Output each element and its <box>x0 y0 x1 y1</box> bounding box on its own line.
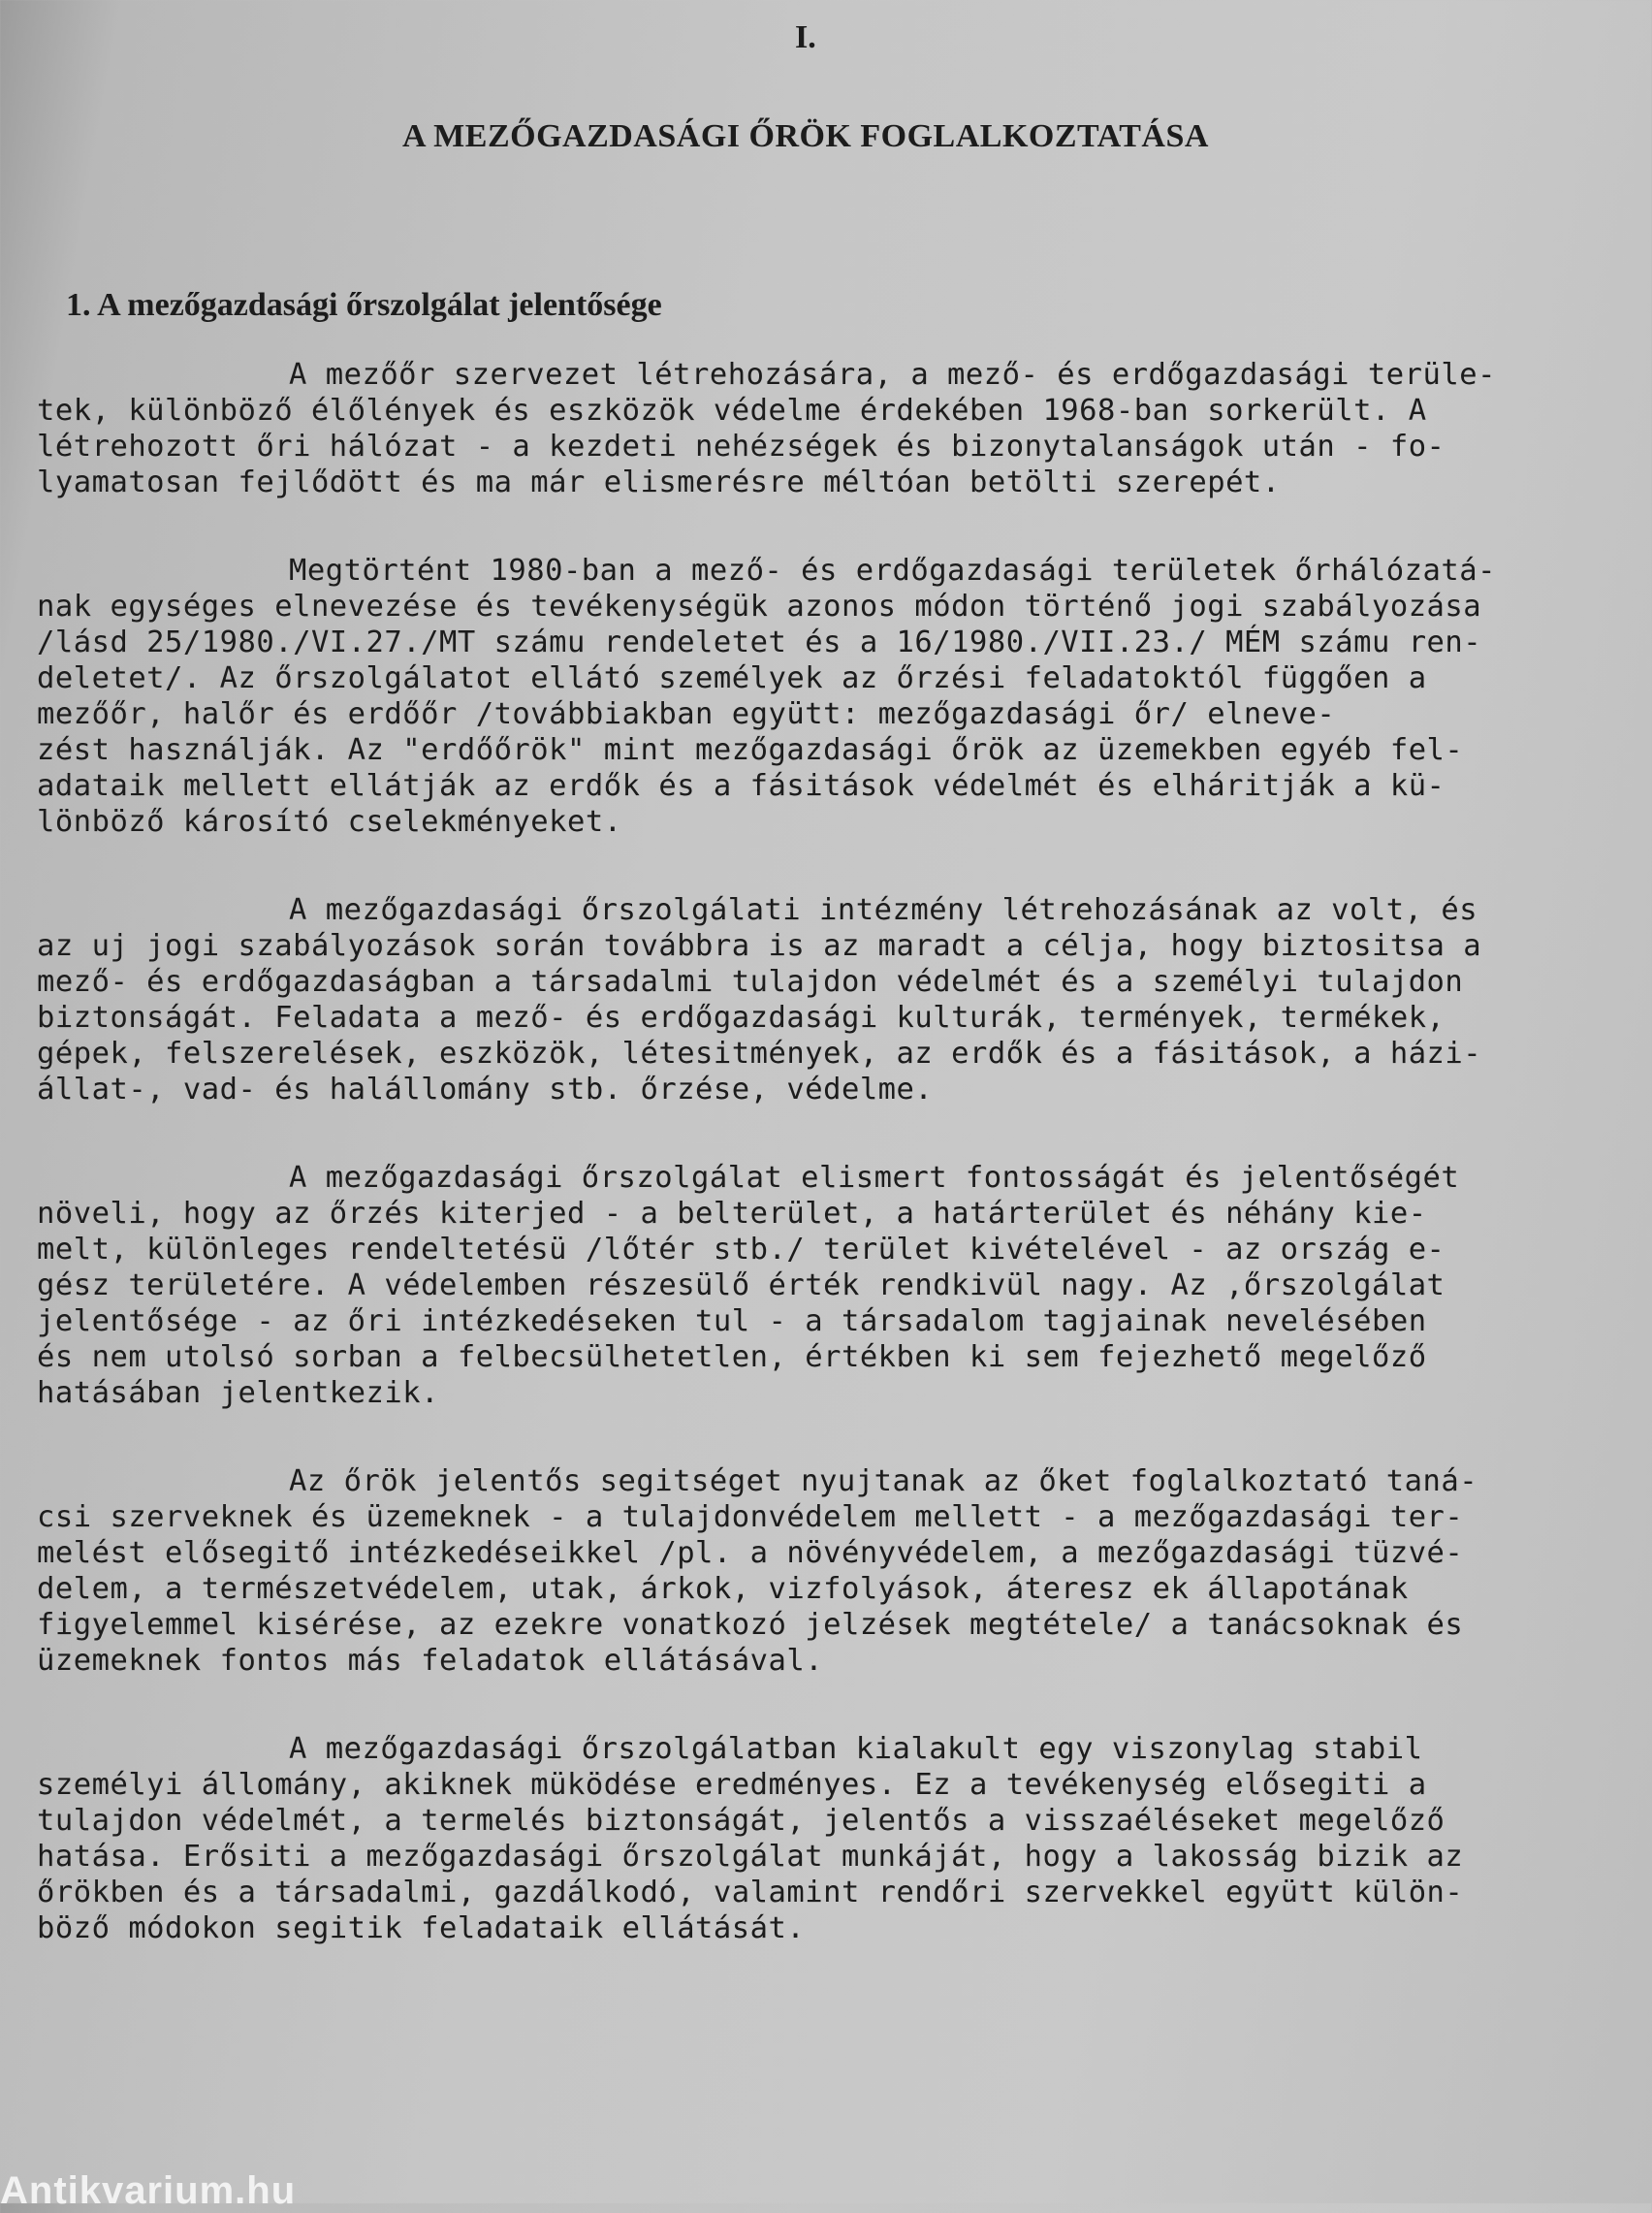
document-body <box>37 357 1617 1999</box>
text-line: mezőőr, halőr és erdőőr /továbbiakban együtt: mezőgazdasági őr/ elneve- <box>37 697 1336 731</box>
section-title: 1. A mezőgazdasági őrszolgálat jelentősége <box>66 287 662 323</box>
text-line: /lásd 25/1980./VI.27./MT számu rendeletet és a 16/1980./VII.23./ MÉM számu ren- <box>37 625 1482 659</box>
text-line: böző módokon segitik feladataik ellátását. <box>37 1911 806 1945</box>
text-line: A mezőgazdasági őrszolgálat elismert fontosságát és jelentőségét <box>289 1161 1460 1195</box>
text-line: és nem utolsó sorban a felbecsülhetetlen, értékben ki sem fejezhető megelőző <box>37 1340 1427 1374</box>
text-line: őrökben és a társadalmi, gazdálkodó, valamint rendőri szervekkel együtt külön- <box>37 1876 1464 1909</box>
text-line: az uj jogi szabályozások során továbbra is az maradt a célja, hogy biztositsa a <box>37 929 1482 963</box>
chapter-number: I. <box>795 19 816 55</box>
text-line: üzemeknek fontos más feladatok ellátásával. <box>37 1644 824 1678</box>
text-line: deletet/. Az őrszolgálatot ellátó személyek az őrzési feladatoktól függően a <box>37 661 1427 695</box>
text-line: létrehozott őri hálózat - a kezdeti nehézségek és bizonytalanságok után - fo- <box>37 430 1446 464</box>
text-line: zést használják. Az "erdőőrök" mint mezőgazdasági őrök az üzemekben egyéb fel- <box>37 733 1464 767</box>
text-line: tek, különböző élőlények és eszközök védelme érdekében 1968-ban sorkerült. A <box>37 394 1427 428</box>
paragraph-1 <box>37 357 1617 500</box>
text-line: gépek, felszerelések, eszközök, létesitmények, az erdők és a fásitások, a házi- <box>37 1037 1482 1071</box>
paragraph-2 <box>37 553 1617 840</box>
text-line: hatásában jelentkezik. <box>37 1376 439 1410</box>
text-line: lyamatosan fejlődött és ma már elismerésre méltóan betölti szerepét. <box>37 465 1281 499</box>
text-line: személyi állomány, akiknek müködése eredményes. Ez a tevékenység elősegiti a <box>37 1768 1427 1802</box>
text-line: A mezőgazdasági őrszolgálatban kialakult egy viszonylag stabil <box>289 1732 1423 1766</box>
text-line: jelentősége - az őri intézkedéseken tul - a társadalom tagjainak nevelésében <box>37 1304 1427 1338</box>
text-line: hatása. Erősiti a mezőgazdasági őrszolgálat munkáját, hogy a lakosság bizik az <box>37 1840 1464 1874</box>
chapter-title: A MEZŐGAZDASÁGI ŐRÖK FOGLALKOZTATÁSA <box>402 118 1209 154</box>
text-line: A mezőgazdasági őrszolgálati intézmény létrehozásának az volt, és <box>289 893 1478 927</box>
text-line: nak egységes elnevezése és tevékenységük azonos módon történő jogi szabályozása <box>37 590 1482 624</box>
text-line: melt, különleges rendeltetésü /lőtér stb./ terület kivételével - az ország e- <box>37 1233 1446 1267</box>
text-line: mező- és erdőgazdaságban a társadalmi tulajdon védelmét és a személyi tulajdon <box>37 965 1464 999</box>
text-line: melést elősegitő intézkedéseikkel /pl. a növényvédelem, a mezőgazdasági tüzvé- <box>37 1536 1464 1570</box>
text-line: növeli, hogy az őrzés kiterjed - a belterület, a határterület és néhány kie- <box>37 1197 1427 1231</box>
text-line: csi szerveknek és üzemeknek - a tulajdonvédelem mellett - a mezőgazdasági ter- <box>37 1500 1464 1534</box>
text-line: Az őrök jelentős segitséget nyujtanak az őket foglalkoztató taná- <box>289 1464 1478 1498</box>
paragraph-6 <box>37 1731 1617 1946</box>
text-line: figyelemmel kisérése, az ezekre vonatkozó jelzések megtétele/ a tanácsoknak és <box>37 1608 1464 1642</box>
text-line: gész területére. A védelemben részesülő érték rendkivül nagy. Az ,őrszolgálat <box>37 1268 1446 1302</box>
paragraph-4 <box>37 1160 1617 1411</box>
text-line: biztonságát. Feladata a mező- és erdőgazdasági kulturák, termények, termékek, <box>37 1001 1446 1035</box>
paragraph-5 <box>37 1463 1617 1679</box>
watermark: Antikvarium.hu <box>0 2169 297 2212</box>
text-line: állat-, vad- és halállomány stb. őrzése, védelme. <box>37 1073 934 1106</box>
text-line: lönböző károsító cselekményeket. <box>37 805 622 839</box>
text-line: A mezőőr szervezet létrehozására, a mező- és erdőgazdasági terüle- <box>289 358 1496 392</box>
text-line: Megtörtént 1980-ban a mező- és erdőgazdasági területek őrhálózatá- <box>289 554 1496 588</box>
text-line: adataik mellett ellátják az erdők és a fásitások védelmét és elháritják a kü- <box>37 769 1446 803</box>
text-line: tulajdon védelmét, a termelés biztonságát, jelentős a visszaéléseket megelőző <box>37 1804 1446 1838</box>
text-line: delem, a természetvédelem, utak, árkok, vizfolyások, áteresz ek állapotának <box>37 1572 1409 1606</box>
paragraph-3 <box>37 892 1617 1107</box>
